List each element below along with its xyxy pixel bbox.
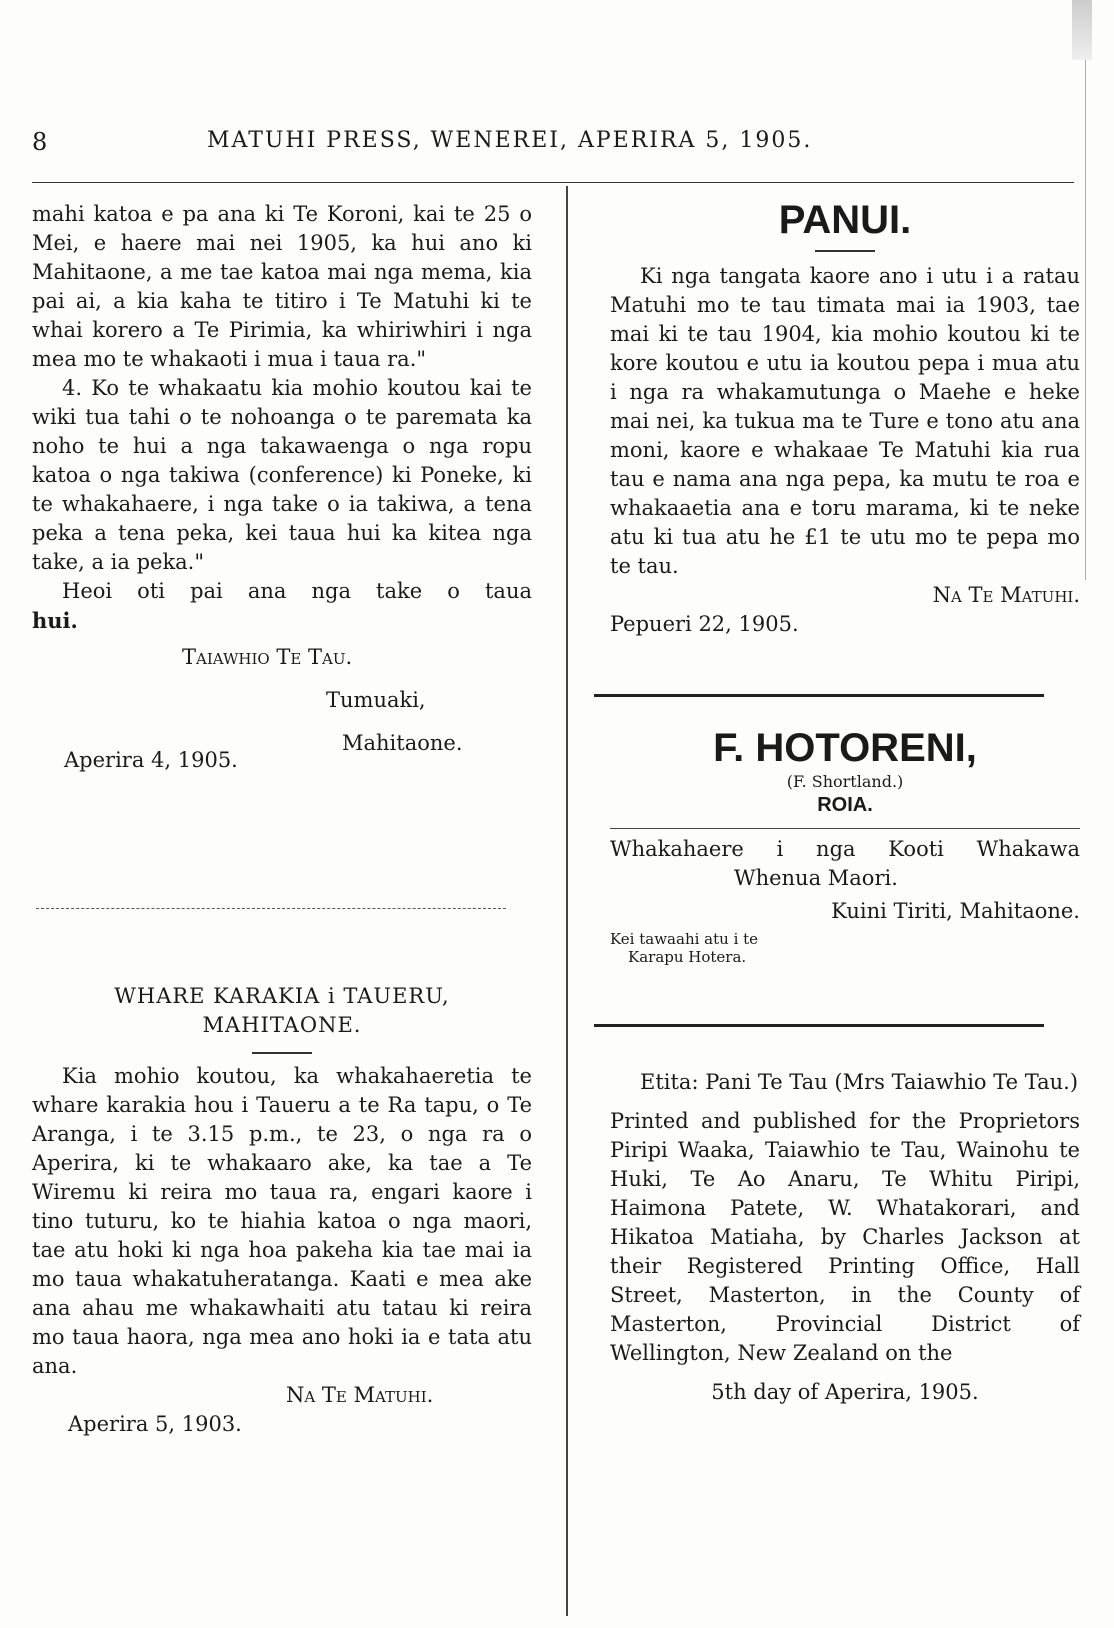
hotoreni-rule: [610, 828, 1080, 829]
title-rule: [252, 1052, 312, 1054]
letter-paragraph-2: 4. Ko te whakaatu kia mohio koutou kai te wiki tua tahi o te nohoanga o te paremata ka noho te hui a nga takawaenga o nga ropu katoa o nga takiwa (conference) ki Poneke, ki te whakahaere, i nga take o ia takiwa, a tena peka a tena peka, kei taua hui ka kitea nga take, a ia peka.": [32, 376, 532, 574]
letter-paragraph-3: Heoi oti pai ana nga take o taua: [62, 579, 532, 603]
hotoreni-name: F. HOTORENI,: [713, 726, 977, 770]
section-rule: [36, 908, 506, 909]
hotoreni-note-line-2: Karapu Hotera.: [628, 948, 747, 966]
letter-paragraph-3-end: hui.: [32, 608, 78, 633]
scan-edge-line: [1085, 60, 1086, 580]
page-number: 8: [32, 128, 48, 156]
hotoreni-note-line-1: Kei tawaahi atu i te: [610, 930, 759, 948]
header-rule: [32, 182, 1074, 183]
column-divider: [566, 186, 568, 1616]
scan-edge-mark: [1072, 0, 1092, 60]
letter-place: Mahitaone.: [342, 731, 463, 755]
panui-signer: Na Te Matuhi.: [932, 583, 1080, 607]
hotoreni-english-name: (F. Shortland.): [786, 772, 904, 791]
panui-body: Ki nga tangata kaore ano i utu i a ratau Matuhi mo te tau timata mai ia 1903, tae mai ki te tau 1904, kia mohio koutou ki te kore koutou e utu ia koutou pepa i mua atu i nga ra whakamutunga o Maehe e heke mai nei, ka tukua ma te Ture e tono atu ana moni, kaore e whakaae Te Matuhi kia rua tau e nama ana nga pepa, ka mutu te roa e whakaaetia ana e toru marama, ki te neke atu ki tua atu he £1 te utu mo te pepa mo te tau.: [610, 264, 1080, 578]
page-header: [32, 128, 912, 162]
whare-karakia-article: [32, 982, 532, 1439]
letter-paragraph-1: mahi katoa e pa ana ki Te Koroni, kai te 25 o Mei, e haere mai nei 1905, ka hui ano ki Mahitaone, a me tae katoa mai nga mema, kia pai ai, a kia kaha te titiro i Te Matuhi ki te whai korero a Te Pirimia, ka whiriwhiri i nga mea mo te whakaoti i mua i taua ra.": [32, 202, 532, 371]
imprint-editor: Etita: Pani Te Tau (Mrs Taiawhio Te Tau.): [640, 1070, 1079, 1094]
hotoreni-title: ROIA.: [817, 794, 873, 816]
whare-title-line-1: WHARE KARAKIA i TAUERU,: [114, 984, 450, 1008]
whare-body: Kia mohio koutou, ka whakahaeretia te whare karakia hou i Taueru a te Ra tapu, o Te Aranga, i te 3.15 p.m., te 23, o nga ra o Aperira, ki te whakaaro ake, ka tae a Te Wiremu ki reira mo taua ra, engari kaore i tino tuturu, ko te hiahia katoa o nga maori, tae atu hoki ki nga hoa pakeha kia tae mai ia mo taua whakatuheratanga. Kaati e mea ake ana ahau me whakawhaiti atu tatau ki reira mo taua haora, nga mea ano hoki ia e tata atu ana.: [32, 1064, 532, 1378]
panui-rule: [815, 250, 875, 252]
hotoreni-line-1: Whakahaere i nga Kooti Whakawa: [610, 837, 1080, 861]
section-rule-thick-2: [594, 1024, 1044, 1027]
imprint-date: 5th day of Aperira, 1905.: [711, 1380, 979, 1404]
panui-notice: [610, 196, 1080, 639]
letter-signer: Taiawhio Te Tau.: [182, 645, 353, 669]
hotoreni-address: Kuini Tiriti, Mahitaone.: [831, 899, 1080, 923]
masthead-title: MATUHI PRESS, WENEREI, APERIRA 5, 1905.: [207, 128, 813, 153]
whare-date: Aperira 5, 1903.: [68, 1412, 242, 1436]
imprint-published: Printed and published for the Proprietors Piripi Waaka, Taiawhio te Tau, Wainohu te Huki, Te Ao Anaru, Te Whitu Piripi, Haimona Patete, W. Whatakorari, and Hikatoa Matiaha, by Charles Jackson at their Registered Printing Office, Hall Street, Masterton, in the County of Masterton, Provincial District of Wellington, New Zealand on the: [610, 1109, 1080, 1365]
section-rule-thick: [594, 694, 1044, 697]
hotoreni-advert: [610, 724, 1080, 966]
letter-role: Tumuaki,: [326, 688, 426, 712]
imprint: [610, 1068, 1080, 1407]
whare-signer: Na Te Matuhi.: [286, 1383, 434, 1407]
panui-date: Pepueri 22, 1905.: [610, 612, 799, 636]
panui-heading: PANUI.: [778, 198, 912, 242]
whare-title-line-2: MAHITAONE.: [202, 1013, 362, 1037]
hotoreni-line-2: Whenua Maori.: [734, 866, 898, 890]
letter-date: Aperira 4, 1905.: [64, 748, 238, 772]
letter-article: [32, 200, 532, 775]
